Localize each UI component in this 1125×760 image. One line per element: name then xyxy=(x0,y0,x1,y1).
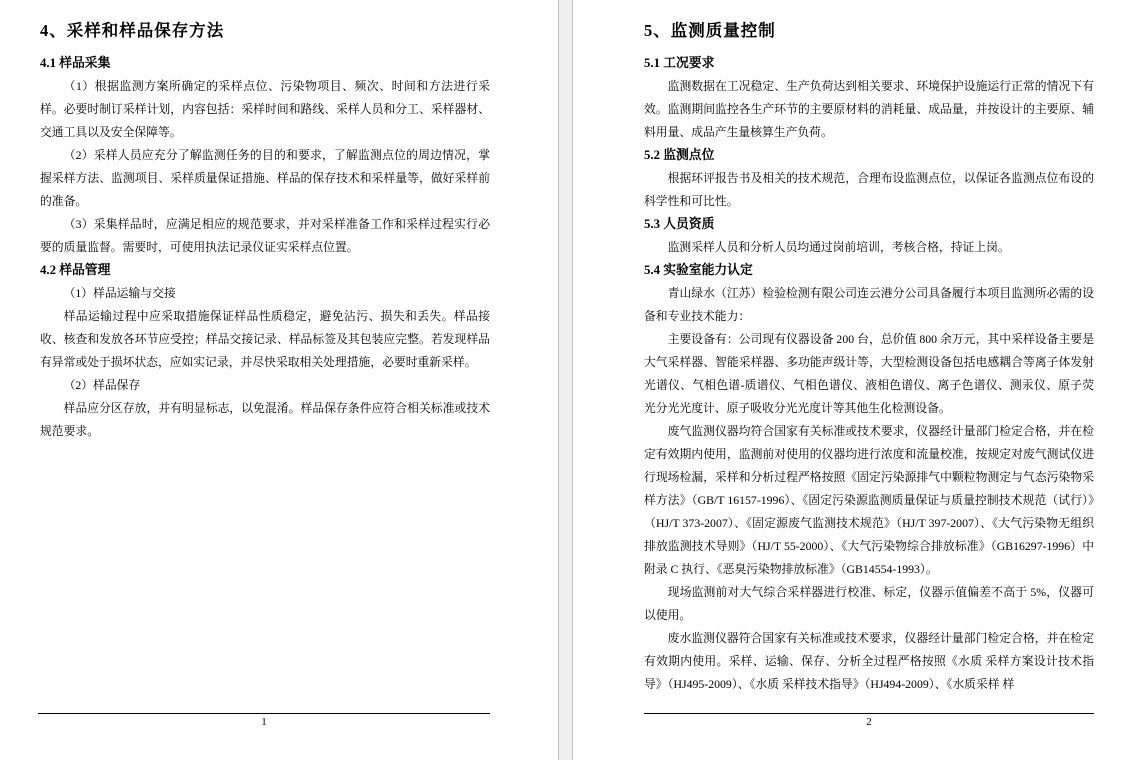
section-title-4-2: 4.2 样品管理 xyxy=(40,263,111,277)
page-number: 1 xyxy=(261,716,267,728)
page-1-content xyxy=(0,0,558,443)
paragraph: （2）采样人员应充分了解监测任务的目的和要求，了解监测点位的周边情况，掌握采样方法、监测项目、采样质量保证措施、样品的保存技术和采样量等，做好采样前的准备。 xyxy=(40,148,490,208)
paragraph: 主要设备有：公司现有仪器设备 200 台，总价值 800 余万元，其中采样设备主要是大气采样器、智能采样器、多功能声级计等，大型检测设备包括电感耦合等离子体发射光谱仪、气相色谱-质谱仪、气相色谱仪、液相色谱仪、离子色谱仪、测汞仪、原子荧光分光光度计、原子吸收分光光度计等其他生化检测设备。 xyxy=(644,332,1094,415)
page-number: 2 xyxy=(866,716,872,728)
paragraph: 监测数据在工况稳定、生产负荷达到相关要求、环境保护设施运行正常的情况下有效。监测期间监控各生产环节的主要原材料的消耗量、成品量，并按设计的主要原、辅料用量、成品产生量核算生产负荷。 xyxy=(644,79,1094,139)
page-1-footer xyxy=(38,713,490,729)
section-title-4-1: 4.1 样品采集 xyxy=(40,56,111,70)
paragraph: （1）样品运输与交接 xyxy=(63,286,176,300)
section-title-5-2: 5.2 监测点位 xyxy=(644,148,715,162)
chapter-heading-4: 4、采样和样品保存方法 xyxy=(40,21,225,40)
section-title-5-4: 5.4 实验室能力认定 xyxy=(644,263,753,277)
footer-rule xyxy=(644,713,1094,714)
page-1 xyxy=(0,0,558,760)
chapter-heading-5: 5、监测质量控制 xyxy=(644,21,776,40)
paragraph: （2）样品保存 xyxy=(63,378,141,392)
paragraph: 青山绿水（江苏）检验检测有限公司连云港分公司具备履行本项目监测所必需的设备和专业技术能力： xyxy=(644,286,1094,323)
page-2-content xyxy=(573,0,1125,696)
footer-rule xyxy=(38,713,490,714)
paragraph: 样品应分区存放，并有明显标志，以免混淆。样品保存条件应符合相关标准或技术规范要求。 xyxy=(40,401,490,438)
section-title-5-1: 5.1 工况要求 xyxy=(644,56,715,70)
page-2-footer xyxy=(644,713,1094,729)
paragraph: 样品运输过程中应采取措施保证样品性质稳定，避免沾污、损失和丢失。样品接收、核查和发放各环节应受控；样品交接记录、样品标签及其包装应完整。若发现样品有异常或处于损坏状态，应如实记录，并尽快采取相关处理措施，必要时重新采样。 xyxy=(40,309,490,369)
page-gap-divider xyxy=(558,0,573,760)
page-2 xyxy=(573,0,1125,760)
paragraph: （1）根据监测方案所确定的采样点位、污染物项目、频次、时间和方法进行采样。必要时制订采样计划，内容包括：采样时间和路线、采样人员和分工、采样器材、交通工具以及安全保障等。 xyxy=(40,79,490,139)
paragraph: 现场监测前对大气综合采样器进行校准、标定，仪器示值偏差不高于 5%，仪器可以使用。 xyxy=(644,585,1094,622)
paragraph: 废气监测仪器均符合国家有关标准或技术要求，仪器经计量部门检定合格，并在检定有效期内使用，监测前对使用的仪器均进行浓度和流量校准，按规定对废气测试仪进行现场检漏，采样和分析过程严格按照《固定污染源排气中颗粒物测定与气态污染物采样方法》（GB/T 16157-1996）、《固定污染源监测质量保证与质量控制技术规范（试行）》（HJ/T 373-2007）、《固定源废气监测技术规范》（HJ/T 397-2007）、《大气污染物无组织排放监测技术导则》（HJ/T 55-2000）、《大气污染物综合排放标准》（GB16297-1996）中附录 C 执行、《恶臭污染物排放标准》（GB14554-1993）。 xyxy=(644,424,1094,576)
paragraph: 根据环评报告书及相关的技术规范，合理布设监测点位，以保证各监测点位布设的科学性和可比性。 xyxy=(644,171,1094,208)
section-title-5-3: 5.3 人员资质 xyxy=(644,217,715,231)
paragraph: 监测采样人员和分析人员均通过岗前培训，考核合格，持证上岗。 xyxy=(667,240,1010,254)
paragraph: 废水监测仪器符合国家有关标准或技术要求，仪器经计量部门检定合格，并在检定有效期内使用。采样、运输、保存、分析全过程严格按照《水质 采样方案设计技术指导》（HJ495-2009）、《水质 采样技术指导》（HJ494-2009）、《水质采样 样 xyxy=(644,631,1094,691)
paragraph: （3）采集样品时，应满足相应的规范要求，并对采样准备工作和采样过程实行必要的质量监督。需要时，可使用执法记录仪证实采样点位置。 xyxy=(40,217,490,254)
